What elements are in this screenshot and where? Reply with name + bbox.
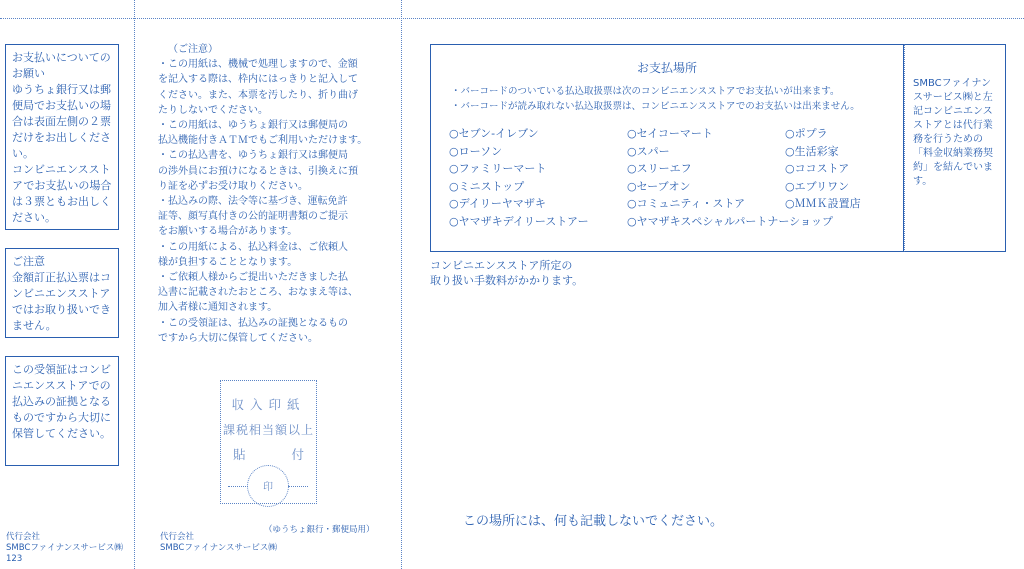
note-line: 込書に記載されたおところ、おなまえ等は、 [158,287,358,299]
note-line: をお願いする場合があります。 [158,226,298,238]
stamp-line-1: 収入印紙 [231,397,306,412]
store-item: ○ポプラ [785,127,828,140]
fold-line-1 [134,0,135,569]
notes-heading: （ご注意） [168,44,218,55]
agent-contract-note: SMBCファイナンスサービス㈱と左記コンビニエンスストアとは代行業務を行うための「料金収納業務契約」を結んでいます。 [904,44,1006,252]
stamp-line-3b: 付 [291,447,304,462]
note-line: 様が負担することとなります。 [158,256,298,268]
note-line: ・この用紙は、機械で処理しますので、金額 [158,59,358,71]
store-item: ○スパー [627,144,670,158]
note-line: ・この用紙による、払込料金は、ご依頼人 [158,241,348,253]
store-item: ○ローソン [449,144,503,158]
note-line: ・払込みの際、法令等に基づき、運転免許 [158,196,348,208]
store-item: ○ココストア [785,162,850,175]
store-item: ○セブン-イレブン [449,127,539,140]
top-fold-line [0,18,1024,19]
note-line: たりしないでください。 [158,104,268,116]
store-item: ○セイコーマート [627,127,713,140]
note-line: り証を必ずお受け取りください。 [158,180,308,192]
payment-places-title: お支払場所 [636,61,697,75]
receipt-note-box: この受領証はコンビニエンスストアでの払込みの証拠となるものですから大切に保管してください。 [5,356,119,466]
store-item: ○コミュニティ・ストア [627,197,746,210]
left-footer-agent-label: 代行会社 [6,532,41,542]
stamp-line-3 [221,445,316,463]
left-footer [6,532,123,565]
note-line: 証等、顔写真付きの公的証明書類のご提示 [158,211,348,223]
note-line: の渉外員にお預けになるときは、引換えに預 [158,165,358,177]
payment-places-line-1: ・バーコードのついている払込取扱票は次のコンビニエンスストアでお支払いが出来ます。 [451,86,840,97]
note-line: 払込機能付きＡＴＭでもご利用いただけます。 [158,135,368,147]
note-line: 加入者様に通知されます。 [158,302,278,314]
stamp-line-2: 課税相当額以上 [222,423,314,437]
left-footer-number: 123 [6,554,23,564]
note-line: ください。また、本票を汚したり、折り曲げ [158,89,358,101]
store-item: ○デイリーヤマザキ [449,197,546,210]
store-column-3 [785,125,861,213]
note-line: ・この受領証は、払込みの証拠となるもの [158,317,348,329]
revenue-stamp-box [220,380,317,504]
note-line: ・この払込書を、ゆうちょ銀行又は郵便局 [158,150,348,162]
payment-places-box [430,44,904,252]
correction-note-box: ご注意 金額訂正払込票はコンビニエンスストアではお取り扱いできません。 [5,248,119,338]
store-item: ○ヤマザキスペシャルパートナーショップ [627,214,833,228]
note-line: ・ご依頼人様からご提出いただきました払 [158,272,348,284]
left-footer-agent-name: SMBCファイナンスサービス㈱ [6,543,123,553]
store-item: ○ファミリーマート [449,162,547,175]
store-item: ○生活彩家 [785,144,839,158]
middle-footer-agent-label: 代行会社 [160,532,195,542]
middle-footer-agent-name: SMBCファイナンスサービス㈱ [160,543,277,553]
store-item: ○ＭＭＫ設置店 [785,197,861,210]
fee-note: コンビニエンスストア所定の 取り扱い手数料がかかります。 [430,259,584,287]
store-column-1 [449,125,589,230]
do-not-write-notice: この場所には、何も記載しないでください。 [463,514,724,529]
notes-section [158,42,388,346]
note-line: を記入する際は、枠内にはっきりと記入して [158,74,358,86]
stamp-line-3a: 貼 [233,447,246,462]
note-line: ですから大切に保管してください。 [158,332,318,344]
middle-footer [160,532,277,554]
fold-line-2 [401,0,402,569]
store-item: ○セーブオン [627,179,691,193]
seal-label: 印 [263,482,273,493]
store-item: ○スリーエフ [627,162,692,175]
seal-circle [247,465,289,507]
note-line: ・この用紙は、ゆうちょ銀行又は郵便局の [158,120,348,132]
payment-info-box: お支払いについてのお願い ゆうちょ銀行又は郵便局でお支払いの場合は表面左側の２票だけをお出しください。 コンビニエンスストアでお支払いの場合は３票ともお出しください。 [5,44,119,230]
postal-use-label: （ゆうちょ銀行・郵便局用） [264,525,375,535]
store-item: ○ヤマザキデイリーストアー [449,214,589,228]
store-item: ○ミニストップ [449,179,525,193]
store-item: ○エブリワン [785,179,850,193]
payment-places-line-2: ・バーコードが読み取れない払込取扱票は、コンビニエンスストアでのお支払いは出来ません。 [451,101,860,112]
